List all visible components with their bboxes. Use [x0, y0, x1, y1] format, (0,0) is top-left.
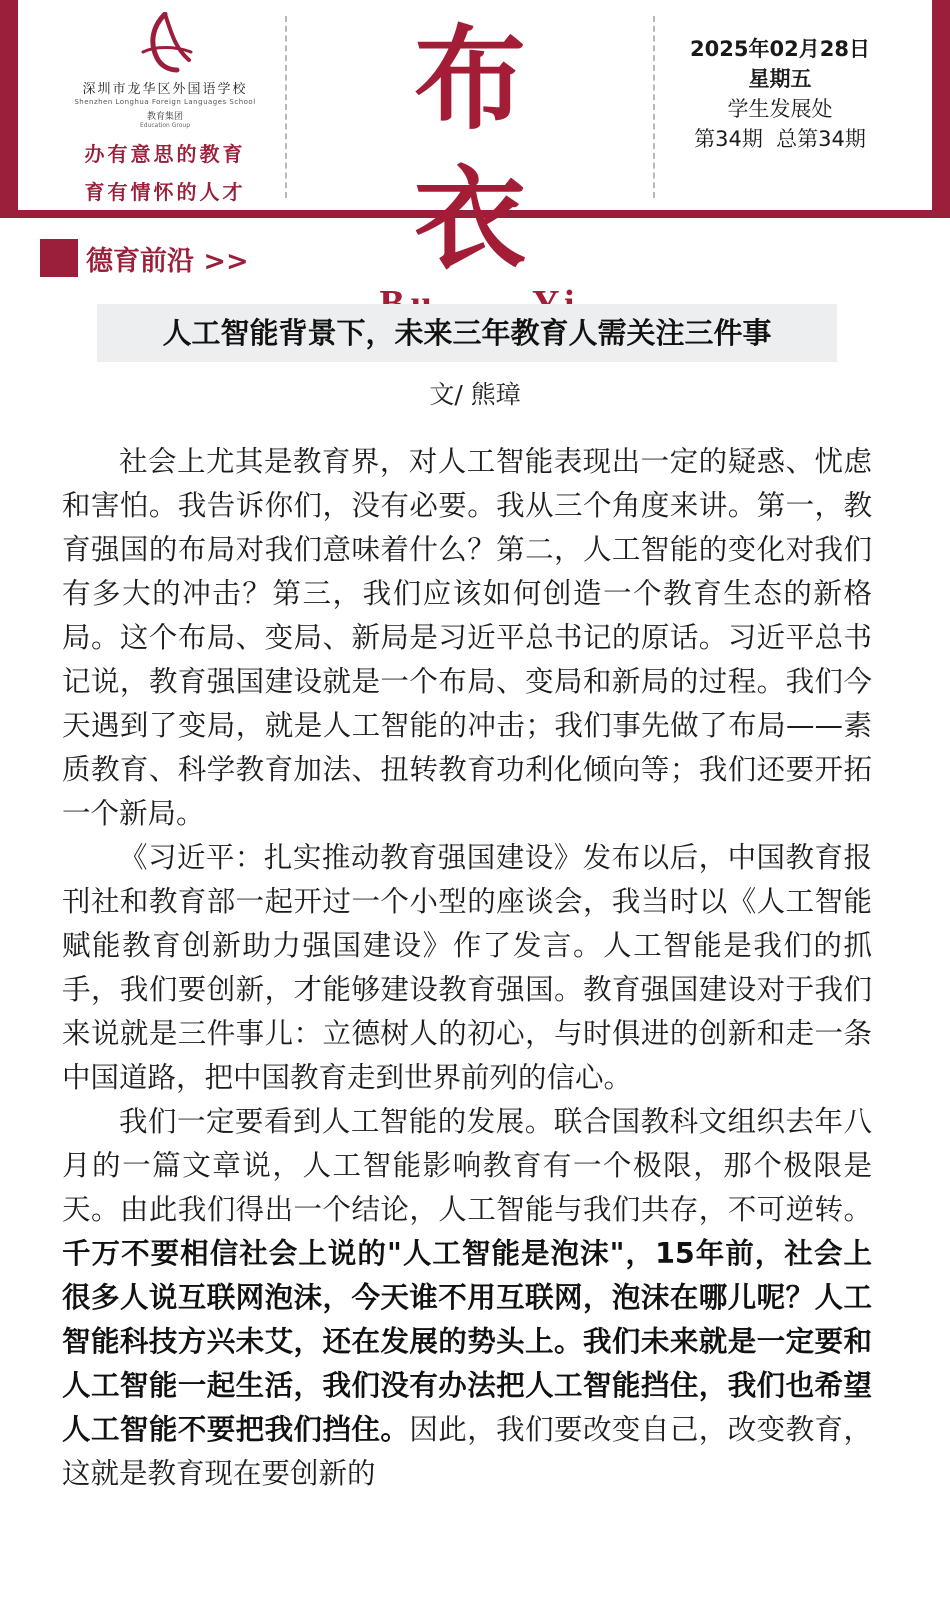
masthead: [300, 10, 660, 285]
article-body: [62, 440, 872, 1496]
article-title: 人工智能背景下，未来三年教育人需关注三件事: [97, 304, 837, 362]
school-name-cn: 深圳市龙华区外国语学校: [82, 82, 248, 97]
right-accent-bar: [932, 0, 950, 218]
issue-number: 第34期 总第34期: [694, 127, 866, 151]
motto-line-2: 育有情怀的人才: [84, 180, 246, 204]
school-group-en: Education Group: [139, 122, 191, 129]
issue-info: [665, 34, 895, 154]
section-marker: [40, 239, 78, 277]
school-logo-icon: [135, 12, 195, 74]
paragraph-3-end: 因此，我们要改变自己，改变教育，这就是教育现在要创新的: [62, 1413, 872, 1490]
masthead-title-cn: 布衣: [414, 14, 596, 285]
article-paragraph-2: 《习近平：扎实推动教育强国建设》发布以后，中国教育报刊社和教育部一起开过一个小型的座谈会，我当时以《人工智能赋能教育创新助力强国建设》作了发言。人工智能是我们的抓手，我们要创新，才能够建设教育强国。教育强国建设对于我们来说就是三件事儿：立德树人的初心，与时俱进的创新和走一条中国道路，把中国教育走到世界前列的信心。: [62, 841, 872, 1094]
section-label: 德育前沿 >>: [86, 245, 249, 277]
paragraph-3-start: 我们一定要看到人工智能的发展。联合国教科文组织去年八月的一篇文章说，人工智能影响教育有一个极限，那个极限是天。由此我们得出一个结论，人工智能与我们共存，不可逆转。: [62, 1105, 872, 1226]
issue-department: 学生发展处: [727, 97, 833, 121]
article-byline: 文/ 熊璋: [429, 380, 521, 409]
paragraph-3-emphasis: 千万不要相信社会上说的"人工智能是泡沫"，15年前，社会上很多人说互联网泡沫，今天谁不用互联网，泡沫在哪儿呢？人工智能科技方兴未艾，还在发展的势头上。我们未来就是一定要和人工智能一起生活，我们没有办法把人工智能挡住，我们也希望人工智能不要把我们挡住。: [62, 1237, 872, 1446]
article-paragraph-1: 社会上尤其是教育界，对人工智能表现出一定的疑惑、忧虑和害怕。我告诉你们，没有必要。我从三个角度来讲。第一，教育强国的布局对我们意味着什么？第二，人工智能的变化对我们有多大的冲击？第三，我们应该如何创造一个教育生态的新格局。这个布局、变局、新局是习近平总书记的原话。习近平总书记说，教育强国建设就是一个布局、变局和新局的过程。我们今天遇到了变局，就是人工智能的冲击；我们事先做了布局——素质教育、科学教育加法、扭转教育功利化倾向等；我们还要开拓一个新局。: [62, 445, 872, 830]
school-logo-block: [40, 12, 290, 211]
school-name-en: Shenzhen Longhua Foreign Languages School: [74, 98, 256, 106]
left-accent-bar: [0, 0, 18, 218]
section-heading: [40, 238, 249, 278]
school-group-cn: 教育集团: [146, 112, 183, 122]
article-paragraph-3: [62, 1100, 872, 1496]
issue-weekday: 星期五: [748, 67, 812, 91]
issue-date: 2025年02月28日: [690, 37, 870, 61]
motto-line-1: 办有意思的教育: [84, 142, 246, 166]
